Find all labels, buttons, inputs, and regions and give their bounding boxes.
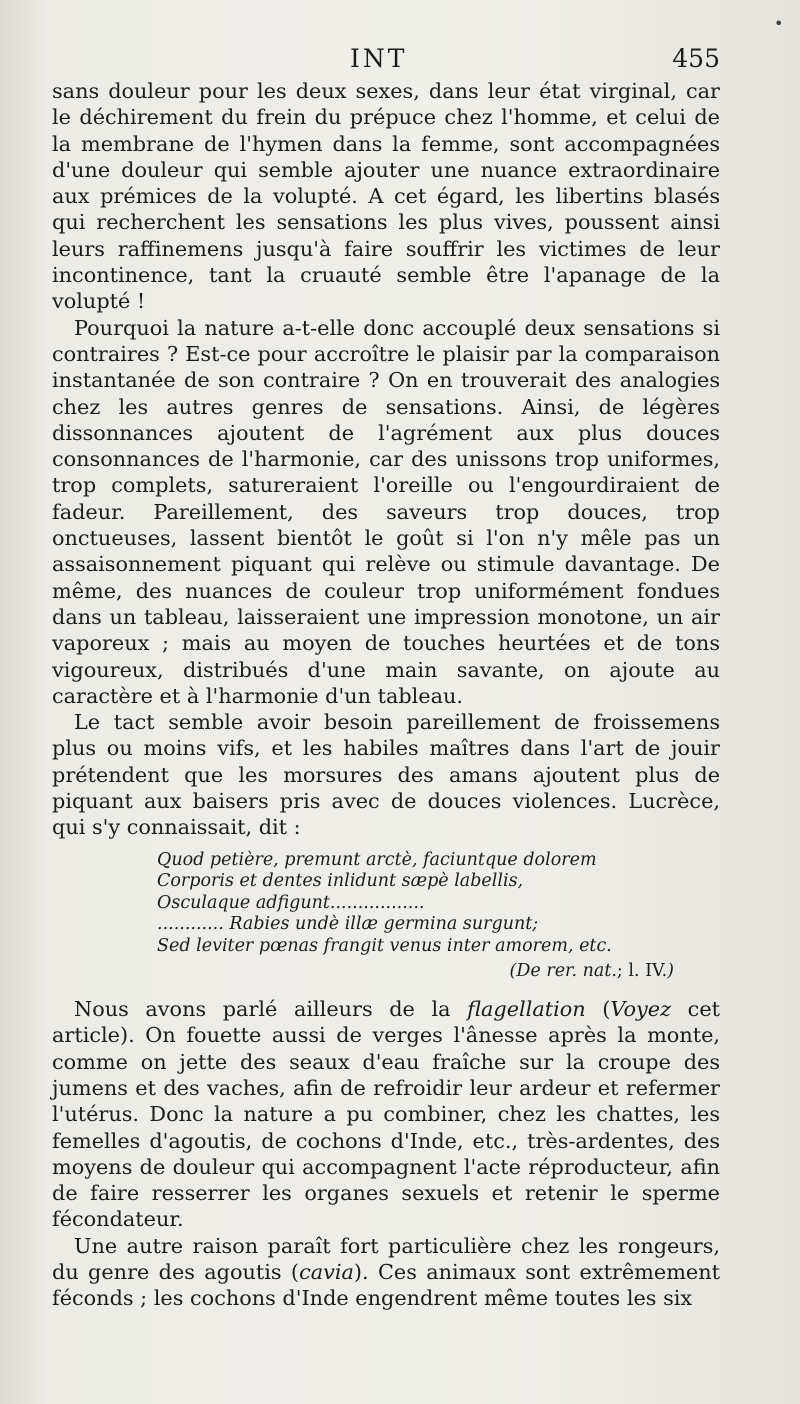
quote-line: Osculaque adfigunt................. (157, 892, 425, 913)
flagellation-text-before: Nous avons parlé ailleurs de la (74, 997, 468, 1022)
paragraph-last (52, 1233, 720, 1312)
page-header (52, 44, 720, 78)
cavia-term: cavia (299, 1260, 354, 1285)
quote-citation: (De rer. nat.; l. IV.) (509, 961, 674, 982)
running-head: INT (350, 44, 408, 73)
page-number: 455 (672, 44, 720, 73)
paragraph-flagellation (52, 996, 720, 1233)
see-reference: Voyez (610, 997, 672, 1022)
page-text (52, 78, 720, 1312)
citation-ref: ; l. IV. (616, 961, 668, 982)
quote-line: Corporis et dentes inlidunt sæpè labellis, (157, 871, 524, 892)
lucretius-quote (157, 850, 720, 958)
quote-line: Quod petière, premunt arctè, faciuntque dolorem (157, 849, 597, 870)
paragraph-3: Le tact semble avoir besoin pareillement de froissemens plus ou moins vifs, et les habiles maîtres dans l'art de jouir prétendent que les morsures des amans ajoutent plus de piquant aux baisers pris avec de douces violences. Lucrèce, qui s'y connaissait, dit : (52, 710, 720, 840)
last-text-after: ). Ces animaux sont extrêmement féconds ; les cochons d'Inde engendrent même toutes les six (52, 1260, 720, 1311)
flagellation-paren: ( (585, 997, 611, 1022)
paragraph-1: sans douleur pour les deux sexes, dans leur état virginal, car le déchirement du frein du prépuce chez l'homme, et celui de la membrane de l'hymen dans la femme, sont accompagnées d'une douleur qui semble ajouter une nuance extraordinaire aux prémices de la volupté. A cet égard, les libertins blasés qui recherchent les sensations les plus vives, poussent ainsi leurs raffinemens jusqu'à faire souffrir les victimes de leur incontinence, tant la cruauté semble être l'apanage de la volupté ! (52, 79, 720, 314)
paragraph-2: Pourquoi la nature a-t-elle donc accouplé deux sensations si contraires ? Est-ce pour accroître le plaisir par la comparaison instantanée de son contraire ? On en trouverait des analogies chez les autres genres de sensations. Ainsi, de légères dissonnances ajoutent de l'agrément aux plus douces consonnances de l'harmonie, car des unissons trop uniformes, trop complets, satureraient l'oreille ou l'engourdiraient de fadeur. Pareillement, des saveurs trop douces, trop onctueuses, lassent bientôt le goût si l'on n'y mêle pas un assaisonnement piquant qui relève ou stimule davantage. De même, des nuances de couleur trop uniformément fondues dans un tableau, laisseraient une impression monotone, un air vaporeux ; mais au moyen de touches heurtées et de tons vigoureux, distribués d'une main savante, on ajoute au caractère et à l'harmonie d'un tableau. (52, 315, 720, 708)
flagellation-term: flagellation (467, 997, 586, 1022)
quote-line: ............ Rabies undè illæ germina surgunt; (157, 914, 539, 935)
flagellation-text-after: cet article). On fouette aussi de verges l'ânesse après la monte, comme on jette des seaux d'eau fraîche sur la croupe des jumens et des vaches, afin de refroidir leur ardeur et refermer l'utérus. Donc la nature a pu combiner, chez les chattes, les femelles d'agoutis, de cochons d'Inde, etc., très-ardentes, des moyens de douleur qui accompagnent l'acte réproducteur, afin de faire resserrer les organes sexuels et retenir le sperme fécondateur. (52, 997, 720, 1232)
quote-line: Sed leviter pœnas frangit venus inter amorem, etc. (157, 935, 612, 956)
last-text-before: Une autre raison paraît fort particulière chez les rongeurs, du genre des agoutis ( (52, 1233, 720, 1285)
page-speck: • (774, 14, 784, 33)
citation-title: De rer. nat. (516, 961, 617, 982)
